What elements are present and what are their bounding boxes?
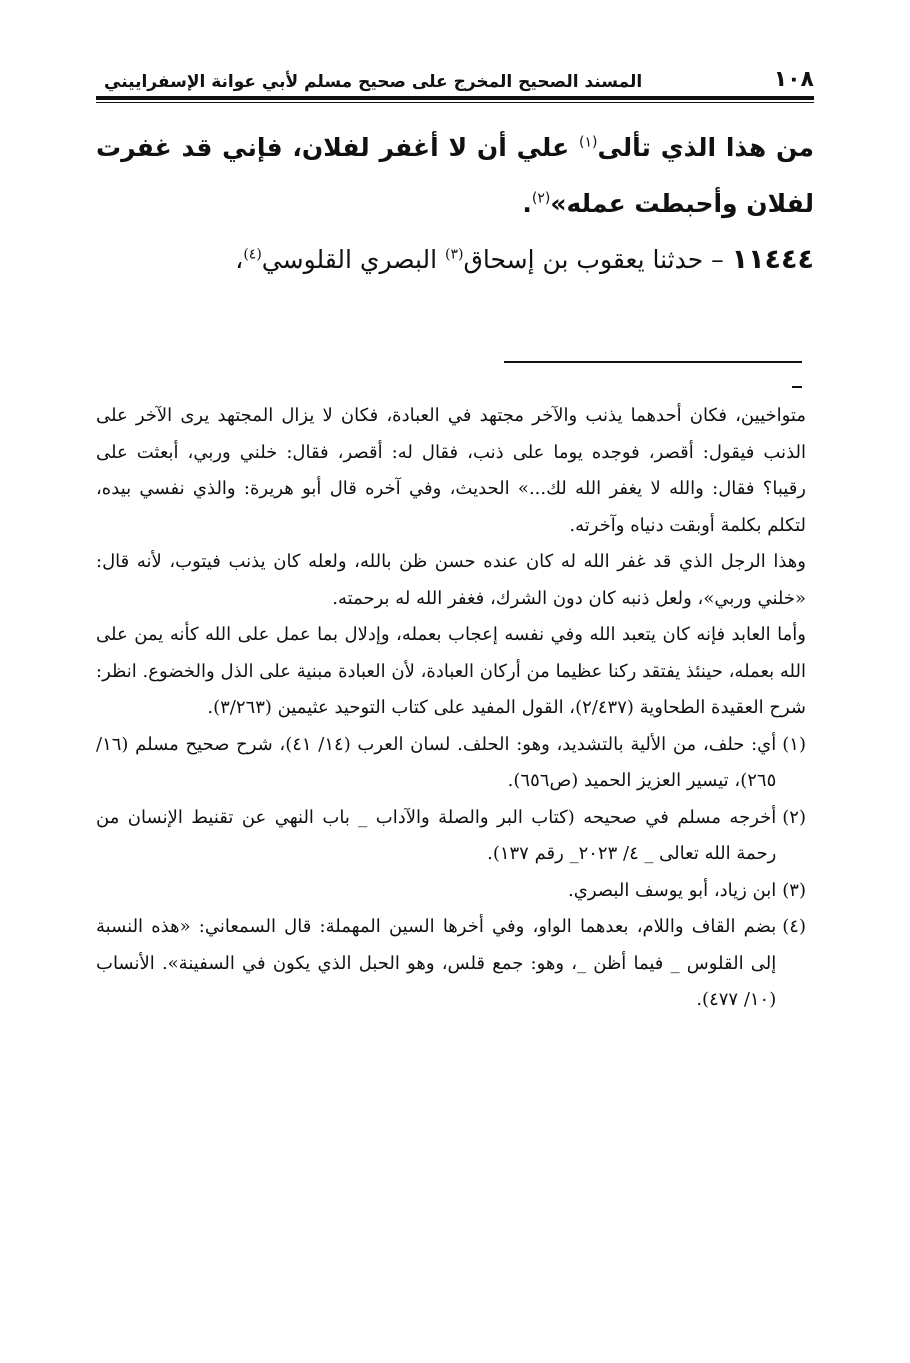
footnote-ref-4[interactable]: (٤)	[243, 246, 262, 263]
running-header	[96, 62, 814, 92]
isnad-text: – حدثنا يعقوب بن إسحاق	[463, 245, 724, 274]
footnote-marker: (٢)	[782, 806, 806, 828]
footnote-text: ابن زياد، أبو يوسف البصري.	[568, 879, 777, 901]
continued-footnote-paragraph: متواخيين، فكان أحدهما يذنب والآخر مجتهد في العبادة، فكان لا يزال المجتهد يرى الآخر على الذنب فيقول: أقصر، فوجده يوما على ذنب، فقال له: أقصر، فقال: خلني وربي، أبعثت على رقيبا؟ فقال: والله لا يغفر الله لك...» الحديث، وفي آخره قال أبو هريرة: والذي نفسي بيده، لتكلم بكلمة أوبقت دنياه وآخرته.	[96, 405, 806, 536]
footnote-ref-3[interactable]: (٣)	[445, 246, 464, 263]
footnote-2	[96, 800, 806, 873]
footnotes-area	[96, 398, 806, 1019]
header-rule-thin	[96, 102, 814, 103]
header-rule-thick	[96, 96, 814, 100]
continued-footnote-paragraph: وهذا الرجل الذي قد غفر الله له كان عنده حسن ظن بالله، ولعله كان يذنب فيتوب، لأنه قال: «خلني وربي»، ولعل ذنبه كان دون الشرك، فغفر الله له برحمته.	[96, 551, 806, 609]
continuation-dash	[792, 386, 802, 388]
main-text-segment: علي أن لا أغفر لفلان، فإني قد غفرت لفلان وأحبطت عمله»	[96, 133, 814, 218]
footnote-4	[96, 909, 806, 1019]
hadith-ending-paragraph	[96, 120, 814, 232]
footnote-text: أي: حلف، من الألية بالتشديد، وهو: الحلف. لسان العرب (١٤/ ٤١)، شرح صحيح مسلم (١٦/ ٢٦٥)، تيسير العزيز الحميد (ص٦٥٦).	[96, 733, 777, 791]
footnote-marker: (٣)	[782, 879, 806, 901]
footnote-3	[96, 873, 806, 910]
running-title: المسند الصحيح المخرج على صحيح مسلم لأبي عوانة الإسفراييني	[104, 72, 643, 92]
main-text-segment: من هذا الذي تألى	[597, 133, 814, 162]
main-text	[96, 120, 814, 288]
footnote-marker: (١)	[782, 733, 806, 755]
footnote-text: بضم القاف واللام، بعدهما الواو، وفي أخرها السين المهملة: قال السمعاني: «هذه النسبة إلى القلوس _ فيما أظن _، وهو: جمع قلس، وهو الحبل الذي يكون في السفينة». الأنساب (١٠/ ٤٧٧).	[96, 916, 777, 1010]
hadith-number: ١١٤٤٤	[731, 244, 814, 275]
isnad-text: ،	[235, 245, 244, 274]
footnote-text: أخرجه مسلم في صحيحه (كتاب البر والصلة والآداب _ باب النهي عن تقنيط الإنسان من رحمة الله تعالى _ ٤/ ٢٠٢٣_ رقم ١٣٧).	[96, 806, 777, 864]
footnote-1	[96, 727, 806, 800]
hadith-isnad-line	[96, 232, 814, 288]
footnote-separator	[504, 361, 802, 363]
footnote-ref-1[interactable]: (١)	[579, 134, 598, 151]
footnote-marker: (٤)	[782, 916, 806, 937]
continued-footnote-paragraph: وأما العابد فإنه كان يتعبد الله وفي نفسه إعجاب بعمله، وإدلال بما عمل على الله كأنه يمن على الله بعمله، حينئذ يفتقد ركنا عظيما من أركان العبادة، لأن العبادة مبنية على الذل والخضوع. انظر: شرح العقيدة الطحاوية (٢/٤٣٧)، القول المفيد على كتاب التوحيد عثيمين (٣/٢٦٣).	[96, 624, 806, 718]
footnote-ref-2[interactable]: (٢)	[531, 190, 551, 207]
page-number: ١٠٨	[773, 67, 814, 92]
isnad-text: البصري القلوسي	[261, 245, 446, 274]
main-text-segment: .	[522, 189, 532, 218]
